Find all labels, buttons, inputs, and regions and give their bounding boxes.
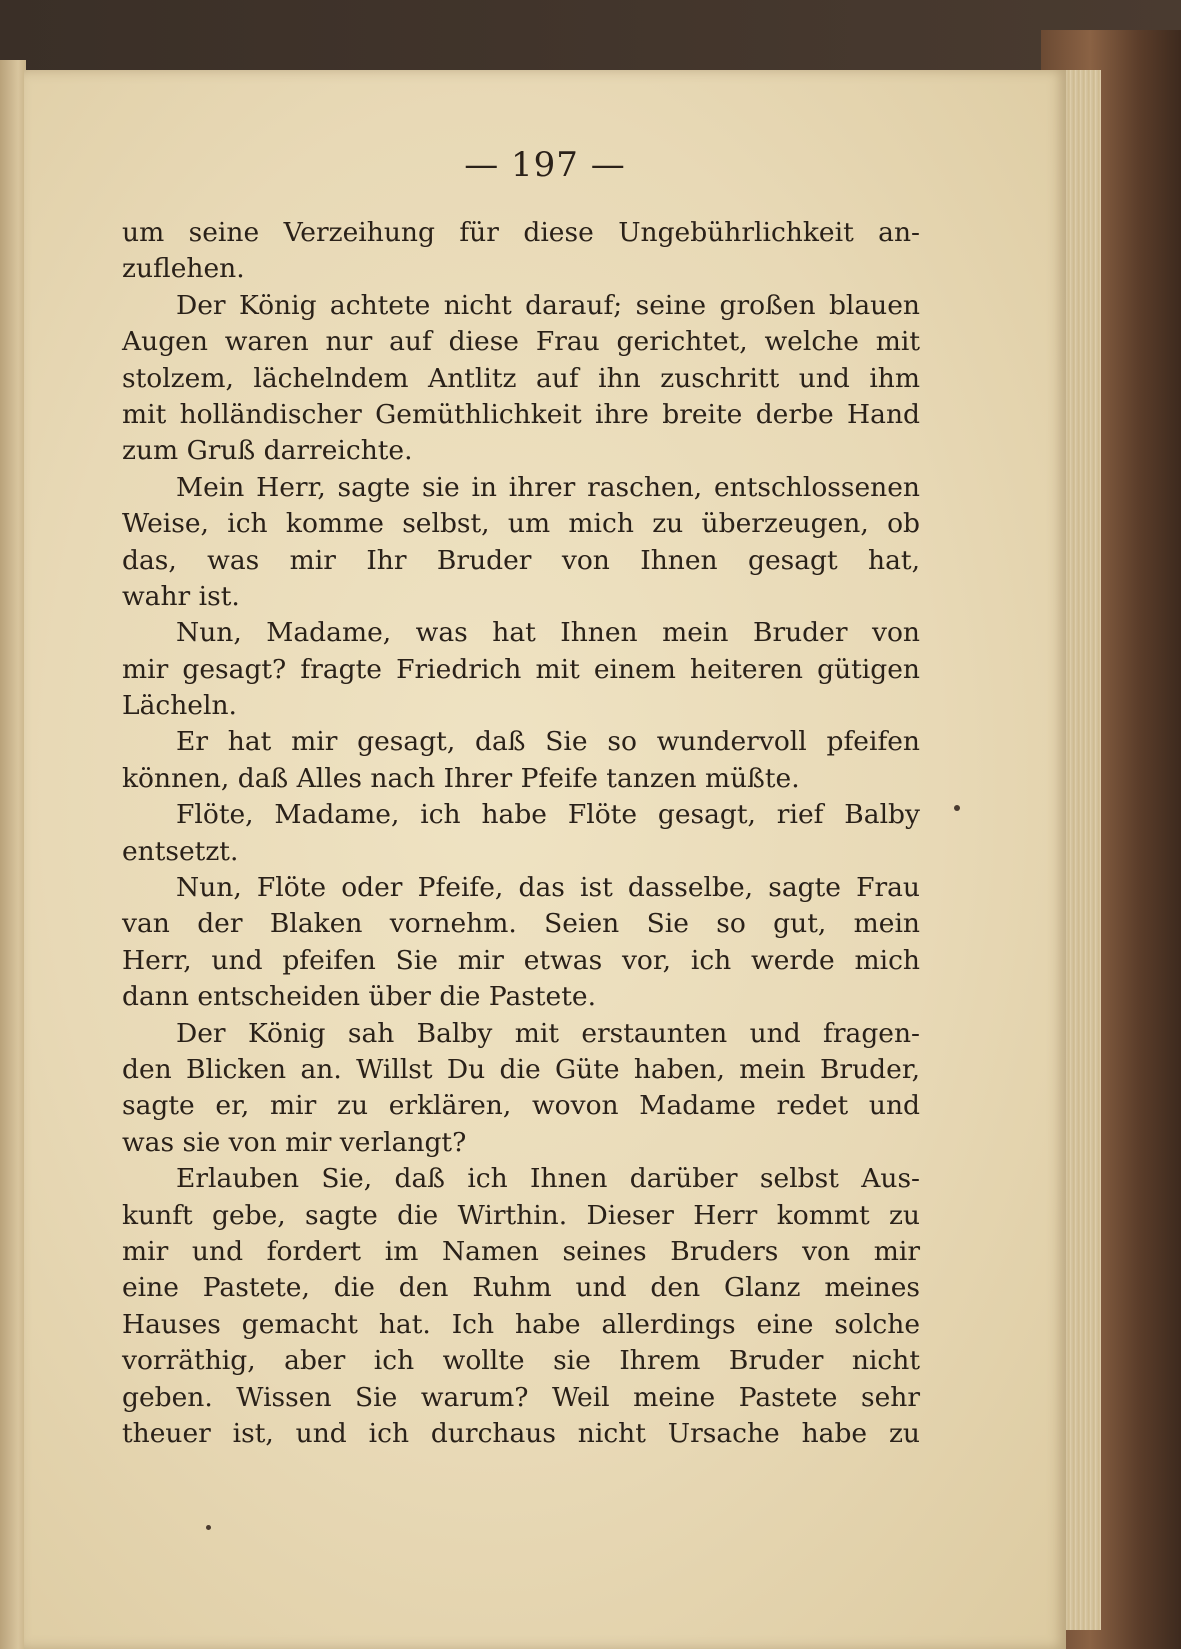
text-line: mit holländischer Gemüthlichkeit ihre breite derbe Hand bbox=[122, 398, 920, 430]
previous-page-edge bbox=[0, 60, 26, 1649]
text-line: dann entscheiden über die Pastete. bbox=[122, 981, 596, 1013]
text-line: van der Blaken vornehm. Seien Sie so gut, mein bbox=[122, 908, 920, 940]
text-line: Er hat mir gesagt, daß Sie so wundervoll pfeifen bbox=[176, 726, 920, 758]
paper-speck bbox=[954, 805, 960, 811]
page-number-header: — 197 — bbox=[464, 145, 626, 185]
text-line: können, daß Alles nach Ihrer Pfeife tanzen müßte. bbox=[122, 762, 800, 794]
text-line: Nun, Flöte oder Pfeife, das ist dasselbe, sagte Frau bbox=[176, 872, 920, 904]
text-line: Hauses gemacht hat. Ich habe allerdings eine solche bbox=[122, 1308, 920, 1340]
text-line: was sie von mir verlangt? bbox=[122, 1126, 467, 1158]
text-line: den Blicken an. Willst Du die Güte haben, mein Bruder, bbox=[122, 1053, 920, 1085]
text-line: mir gesagt? fragte Friedrich mit einem heiteren gütigen bbox=[122, 653, 920, 685]
text-line: zum Gruß darreichte. bbox=[122, 435, 413, 467]
text-line: Der König sah Balby mit erstaunten und fragen- bbox=[176, 1017, 920, 1049]
text-line: um seine Verzeihung für diese Ungebührlichkeit an- bbox=[122, 217, 920, 248]
text-line: zuflehen. bbox=[122, 253, 245, 285]
text-line: vorräthig, aber ich wollte sie Ihrem Bruder nicht bbox=[122, 1345, 920, 1377]
text-line: Flöte, Madame, ich habe Flöte gesagt, rief Balby bbox=[176, 799, 920, 831]
text-line: stolzem, lächelndem Antlitz auf ihn zuschritt und ihm bbox=[122, 362, 920, 394]
text-line: Mein Herr, sagte sie in ihrer raschen, entschlossenen bbox=[176, 471, 920, 503]
text-line: eine Pastete, die den Ruhm und den Glanz meines bbox=[122, 1272, 920, 1304]
text-line: Herr, und pfeifen Sie mir etwas vor, ich werde mich bbox=[122, 944, 920, 976]
paper-speck bbox=[206, 1525, 211, 1530]
text-line: wahr ist. bbox=[122, 580, 240, 612]
page-body-text bbox=[122, 215, 920, 1452]
text-line: sagte er, mir zu erklären, wovon Madame redet und bbox=[122, 1090, 920, 1122]
text-line: Erlauben Sie, daß ich Ihnen darüber selbst Aus- bbox=[176, 1163, 920, 1195]
text-line: Augen waren nur auf diese Frau gerichtet, welche mit bbox=[122, 326, 920, 358]
text-line: Weise, ich komme selbst, um mich zu überzeugen, ob bbox=[122, 508, 920, 540]
text-line: geben. Wissen Sie warum? Weil meine Pastete sehr bbox=[122, 1381, 920, 1413]
text-line: entsetzt. bbox=[122, 835, 239, 867]
text-line: theuer ist, und ich durchaus nicht Ursache habe zu bbox=[122, 1417, 920, 1449]
text-line: Der König achtete nicht darauf; seine großen blauen bbox=[176, 289, 920, 321]
text-line: das, was mir Ihr Bruder von Ihnen gesagt hat, bbox=[122, 544, 920, 576]
text-line: Lächeln. bbox=[122, 690, 237, 722]
text-line: mir und fordert im Namen seines Bruders von mir bbox=[122, 1235, 920, 1267]
book-page bbox=[24, 70, 1066, 1649]
text-line: kunft gebe, sagte die Wirthin. Dieser Herr kommt zu bbox=[122, 1199, 920, 1231]
text-line: Nun, Madame, was hat Ihnen mein Bruder von bbox=[176, 617, 920, 649]
